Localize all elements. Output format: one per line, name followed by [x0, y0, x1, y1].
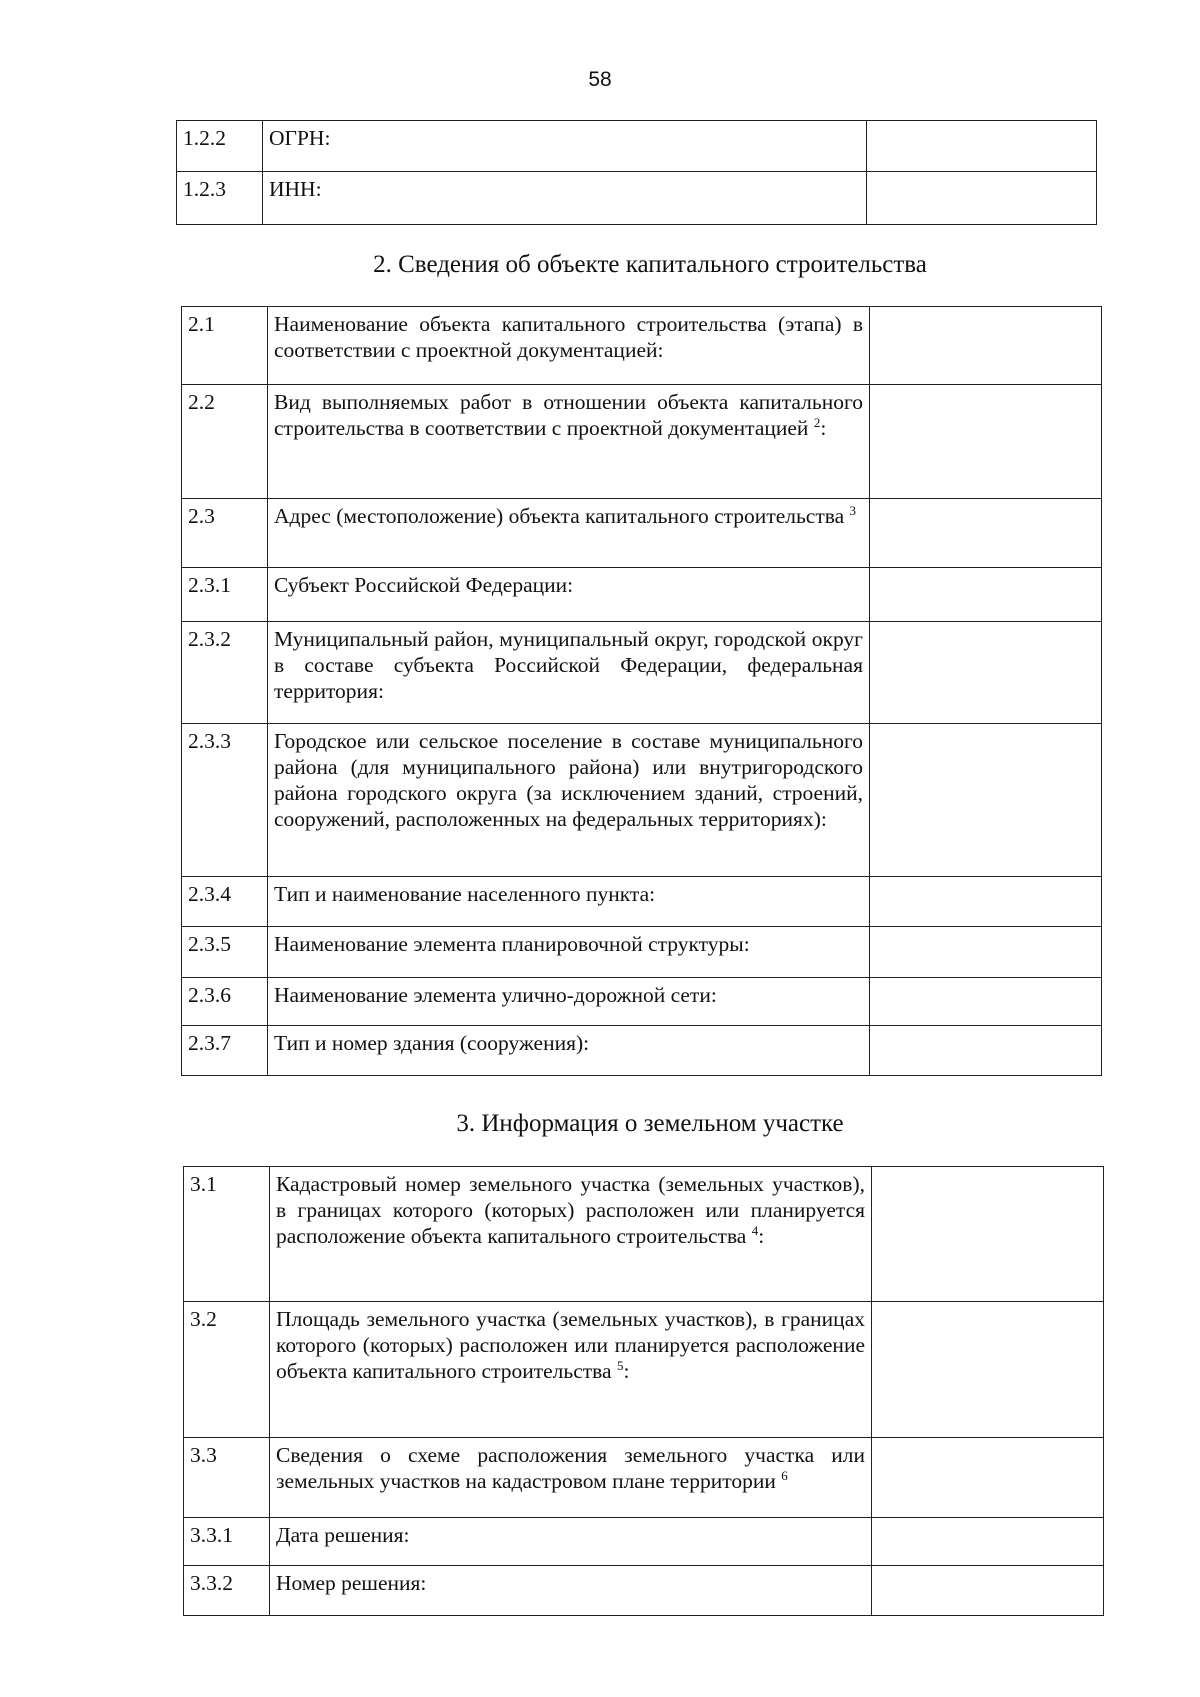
field-value-ogrn[interactable] [867, 121, 1097, 172]
field-value-inn[interactable] [867, 172, 1097, 225]
field-label: Тип и наименование населенного пункта: [268, 877, 870, 927]
table-row [184, 1302, 1104, 1438]
field-value[interactable] [870, 568, 1102, 622]
table-organization [176, 120, 1097, 225]
row-number: 2.3.5 [182, 927, 268, 978]
table-row [182, 724, 1102, 877]
footnote-ref: 3 [849, 502, 857, 518]
field-value[interactable] [870, 499, 1102, 568]
row-number: 2.3.1 [182, 568, 268, 622]
table-row [182, 499, 1102, 568]
footnote-ref: 5 [616, 1357, 624, 1373]
field-label: Дата решения: [270, 1518, 872, 1566]
table-row [184, 1518, 1104, 1566]
row-number: 3.1 [184, 1167, 270, 1302]
field-value[interactable] [870, 927, 1102, 978]
row-number: 2.3.4 [182, 877, 268, 927]
table-row [177, 121, 1097, 172]
row-number: 2.3.7 [182, 1026, 268, 1076]
field-label: Наименование объекта капитального строительства (этапа) в соответствии с проектной документацией: [268, 307, 870, 385]
table-row [182, 877, 1102, 927]
field-label-inn: ИНН: [263, 172, 867, 225]
field-label: Тип и номер здания (сооружения): [268, 1026, 870, 1076]
row-number: 3.3.2 [184, 1566, 270, 1616]
row-number: 1.2.3 [177, 172, 263, 225]
table-row [184, 1438, 1104, 1518]
page-number: 58 [588, 68, 612, 91]
field-label: Площадь земельного участка (земельных участков), в границах которого (которых) расположен или планируется расположение объекта капитального строительства $^5$: [270, 1302, 872, 1438]
field-value[interactable] [870, 877, 1102, 927]
row-number: 1.2.2 [177, 121, 263, 172]
table-row [182, 927, 1102, 978]
table-row [182, 307, 1102, 385]
table-row [182, 622, 1102, 724]
footnote-ref: 6 [781, 1467, 788, 1483]
table-row [182, 568, 1102, 622]
field-label: Адрес (местоположение) объекта капитального строительства $^3$ [268, 499, 870, 568]
field-value[interactable] [872, 1438, 1104, 1518]
row-number: 3.3 [184, 1438, 270, 1518]
row-number: 2.3.6 [182, 978, 268, 1026]
row-number: 2.3 [182, 499, 268, 568]
row-number: 2.2 [182, 385, 268, 499]
field-value[interactable] [870, 724, 1102, 877]
field-label: Городское или сельское поселение в составе муниципального района (для муниципального района) или внутригородского района городского округа (за исключением зданий, строений, сооружений, расположенных на федеральных территориях): [268, 724, 870, 877]
row-number: 3.3.1 [184, 1518, 270, 1566]
field-value[interactable] [870, 978, 1102, 1026]
table-row [184, 1566, 1104, 1616]
row-number: 2.1 [182, 307, 268, 385]
field-label: Субъект Российской Федерации: [268, 568, 870, 622]
field-value[interactable] [870, 622, 1102, 724]
table-land-plot [183, 1166, 1104, 1616]
field-value[interactable] [870, 307, 1102, 385]
field-value[interactable] [872, 1518, 1104, 1566]
table-row [184, 1167, 1104, 1302]
field-label: Вид выполняемых работ в отношении объекта капитального строительства в соответствии с проектной документацией $^2$: [268, 385, 870, 499]
table-row [182, 1026, 1102, 1076]
field-value[interactable] [872, 1167, 1104, 1302]
table-row [177, 172, 1097, 225]
field-label-ogrn: ОГРН: [263, 121, 867, 172]
field-label: Наименование элемента улично-дорожной сети: [268, 978, 870, 1026]
table-row [182, 385, 1102, 499]
row-number: 3.2 [184, 1302, 270, 1438]
section-title-capital-construction: 2. Сведения об объекте капитального строительства [373, 251, 927, 278]
field-label: Сведения о схеме расположения земельного участка или земельных участков на кадастровом плане территории $^6$ [270, 1438, 872, 1518]
table-row [182, 978, 1102, 1026]
footnote-ref: 4 [751, 1222, 759, 1238]
table-capital-construction [181, 306, 1102, 1076]
field-label: Кадастровый номер земельного участка (земельных участков), в границах которого (которых) расположен или планируется расположение объекта капитального строительства $^4$: [270, 1167, 872, 1302]
field-value[interactable] [872, 1566, 1104, 1616]
field-label: Муниципальный район, муниципальный округ, городской округ в составе субъекта Российской Федерации, федеральная территория: [268, 622, 870, 724]
row-number: 2.3.3 [182, 724, 268, 877]
field-value[interactable] [870, 385, 1102, 499]
field-label: Номер решения: [270, 1566, 872, 1616]
footnote-ref: 2 [813, 414, 821, 430]
field-value[interactable] [870, 1026, 1102, 1076]
section-title-land-plot: 3. Информация о земельном участке [456, 1110, 844, 1137]
field-value[interactable] [872, 1302, 1104, 1438]
field-label: Наименование элемента планировочной структуры: [268, 927, 870, 978]
row-number: 2.3.2 [182, 622, 268, 724]
